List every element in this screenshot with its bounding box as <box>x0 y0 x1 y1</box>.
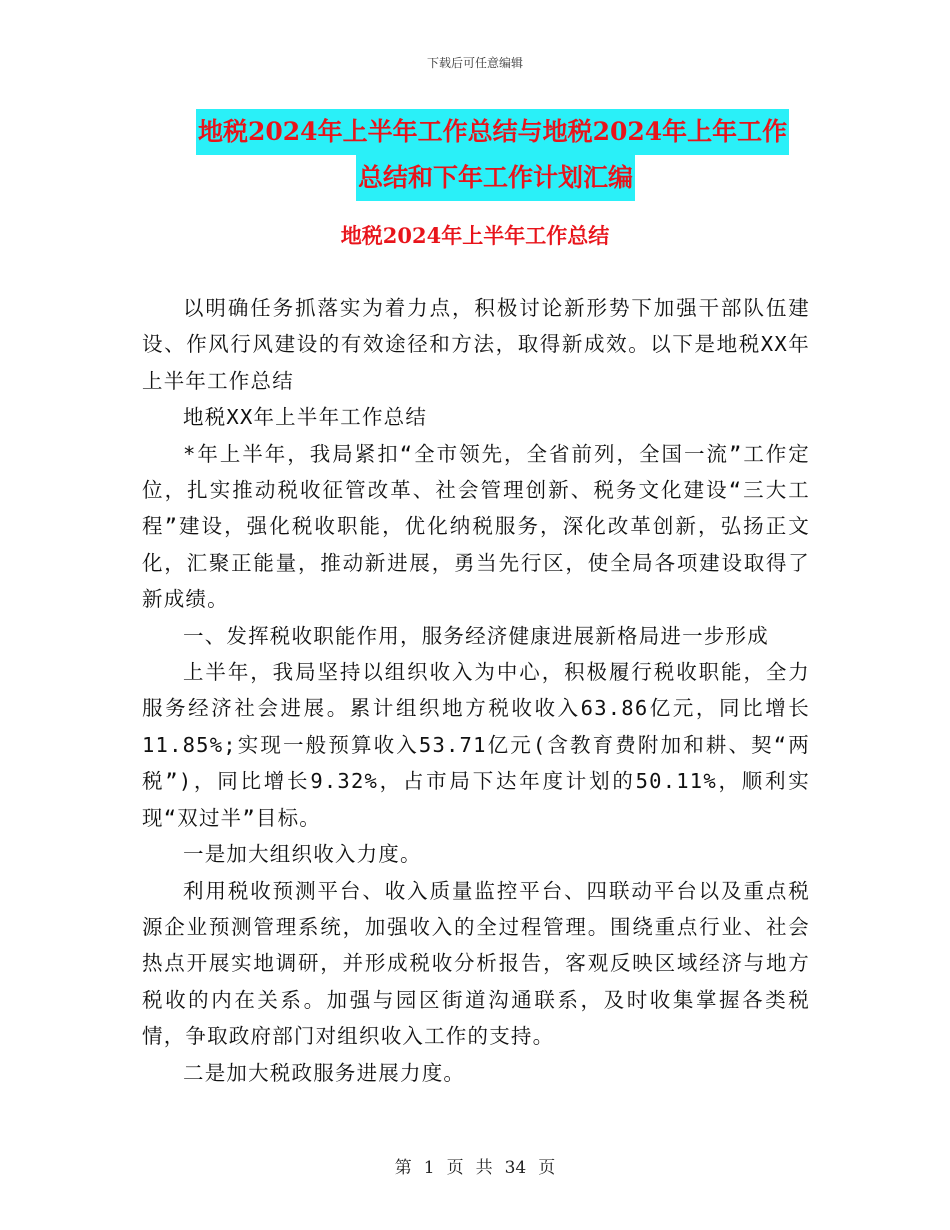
header-note: 下载后可任意编辑 <box>426 56 523 70</box>
paragraph: 地税XX年上半年工作总结 <box>183 405 428 430</box>
section-heading: 地税2024年上半年工作总结 <box>340 223 610 248</box>
paragraph: *年上半年，我局紧扣“全市领先，全省前列，全国一流”工作定位，扎实推动税收征管改革、社会管理创新、税务文化建设“三大工程”建设，强化税收职能，优化纳税服务，深化改革创新，弘扬正文化，汇聚正能量，推动新进展，勇当先行区，使全局各项建设取得了新成绩。 <box>142 441 810 612</box>
paragraph: 二是加大税政服务进展力度。 <box>183 1060 466 1085</box>
paragraph: 一是加大组织收入力度。 <box>183 842 422 867</box>
footer-total-word: 共 <box>475 1158 493 1178</box>
title-line-1: 地税2024年上半年工作总结与地税2024年上年工作 <box>196 109 789 155</box>
footer-prefix: 第 <box>394 1158 412 1178</box>
page-number: 1 <box>423 1158 435 1178</box>
total-pages: 34 <box>504 1158 527 1178</box>
title-line-2: 总结和下年工作计划汇编 <box>356 155 635 201</box>
paragraph: 一、发挥税收职能作用，服务经济健康进展新格局进一步形成 <box>183 623 769 648</box>
paragraph: 以明确任务抓落实为着力点，积极讨论新形势下加强干部队伍建设、作风行风建设的有效途径和方法，取得新成效。以下是地税XX年上半年工作总结 <box>142 296 810 393</box>
footer-page-word: 页 <box>446 1158 464 1178</box>
footer-suffix: 页 <box>538 1158 556 1178</box>
document-body <box>142 290 810 1091</box>
page-footer <box>0 1153 950 1178</box>
paragraph: 利用税收预测平台、收入质量监控平台、四联动平台以及重点税源企业预测管理系统，加强收入的全过程管理。围绕重点行业、社会热点开展实地调研，并形成税收分析报告，客观反映区域经济与地方税收的内在关系。加强与园区街道沟通联系，及时收集掌握各类税情，争取政府部门对组织收入工作的支持。 <box>142 878 810 1049</box>
paragraph: 上半年，我局坚持以组织收入为中心，积极履行税收职能，全力服务经济社会进展。累计组织地方税收收入63.86亿元，同比增长11.85%;实现一般预算收入53.71亿元(含教育费附加和耕、契“两税”)，同比增长9.32%，占市局下达年度计划的50.11%，顺利实现“双过半”目标。 <box>142 660 810 830</box>
